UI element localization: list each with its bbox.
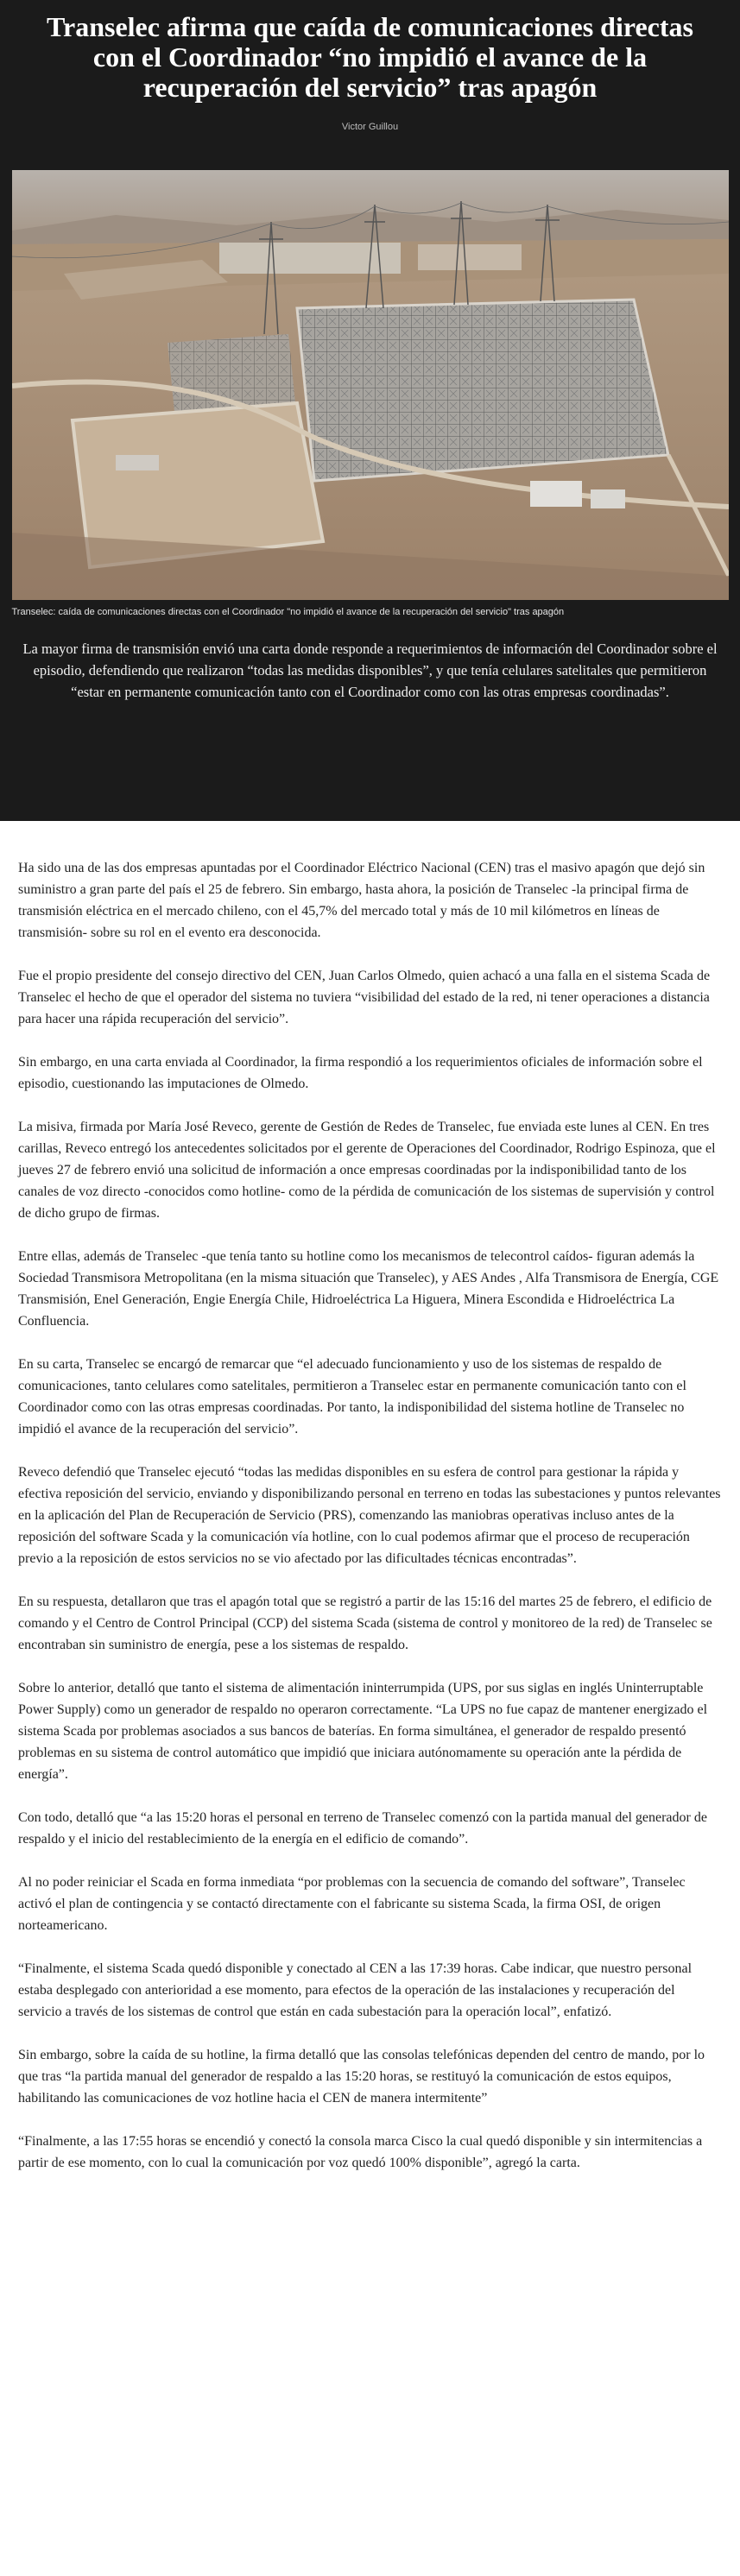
author-byline[interactable]: Victor Guillou	[341, 122, 399, 132]
article-paragraph: “Finalmente, a las 17:55 horas se encendió y conectó la consola marca Cisco la cual quedó disponible y sin intermitencias a partir de ese momento, con lo cual la comunicación por voz quedó 100% disponible”, agregó la carta.	[18, 2134, 703, 2170]
article-paragraph: Entre ellas, además de Transelec -que tenía tanto su hotline como los mecanismos de telecontrol caídos- figuran además la Sociedad Transmisora Metropolitana (en la misma situación que Transelec), y AES Andes , Alfa Transmisora de Energía, CGE Transmisión, Enel Generación, Engie Energía Chile, Hidroeléctrica La Higuera, Minera Escondida e Hidroeléctrica La Confluencia.	[18, 1249, 719, 1329]
article-headline: Transelec afirma que caída de comunicaciones directas con el Coordinador “no impidió el avance de la recuperación del servicio” tras apagón	[47, 11, 693, 103]
article-paragraph: Sin embargo, en una carta enviada al Coordinador, la firma respondió a los requerimientos oficiales de información sobre el episodio, cuestionando las imputaciones de Olmedo.	[18, 1055, 703, 1091]
photo-caption: Transelec: caída de comunicaciones directas con el Coordinador "no impidió el avance de la recuperación del servicio" tras apagón	[11, 607, 565, 617]
article-paragraph: Sobre lo anterior, detalló que tanto el sistema de alimentación ininterrumpida (UPS, por sus siglas en inglés Uninterruptable Power Supply) como un generador de respaldo no operaron correctamente. “La UPS no fue capaz de mantener energizado el sistema Scada por problemas asociados a sus bancos de baterías. En forma simultánea, el generador de respaldo presentó problemas en su sistema de control automático que impidió que iniciara autónomamente su operación ante la pérdida de energía”.	[18, 1681, 708, 1782]
article-paragraph: Reveco defendió que Transelec ejecutó “todas las medidas disponibles en su esfera de control para gestionar la rápida y efectiva reposición del servicio, enviando y disponibilizando personal en terreno en todas las subestaciones y puntos relevantes en la aplicación del Plan de Recuperación de Servicio (PRS), comenzando las maniobras operativas incluso antes de la reposición del software Scada y la comunicación vía hotline, con lo cual podemos afirmar que el proceso de recuperación previo a la reposición de estos servicios no se vio afectado por las dificultades técnicas encontradas”.	[18, 1465, 721, 1566]
article-paragraph: “Finalmente, el sistema Scada quedó disponible y conectado al CEN a las 17:39 horas. Cabe indicar, que nuestro personal estaba desplegado con anterioridad a ese momento, para efectos de la operación de las instalaciones y recuperación del servicio a través de los sistemas de control que están en cada subestación para la operación local”, enfatizó.	[18, 1961, 693, 2019]
article-photo	[12, 170, 729, 600]
article-lead: La mayor firma de transmisión envió una carta donde responde a requerimientos de información del Coordinador sobre el episodio, defendiendo que realizaron “todas las medidas disponibles”, y que tenía celulares satelitales que permitieron “estar en permanente comunicación tanto con el Coordinador como con las otras empresas coordinadas”.	[22, 641, 718, 700]
article-paragraph: Ha sido una de las dos empresas apuntadas por el Coordinador Eléctrico Nacional (CEN) tras el masivo apagón que dejó sin suministro a gran parte del país el 25 de febrero. Sin embargo, hasta ahora, la posición de Transelec -la principal firma de transmisión eléctrica en el mercado chileno, con el 45,7% del mercado total y más de 10 mil kilómetros en líneas de transmisión- sobre su rol en el evento era desconocida.	[18, 861, 705, 940]
article-body	[18, 821, 722, 2174]
article-paragraph: En su respuesta, detallaron que tras el apagón total que se registró a partir de las 15:16 del martes 25 de febrero, el edificio de comando y el Centro de Control Principal (CCP) del sistema Scada (sistema de control y monitoreo de la red) de Transelec se encontraban sin suministro de energía, pese a los sistemas de respaldo.	[18, 1594, 712, 1652]
substation-photo	[12, 170, 729, 600]
article-paragraph: Al no poder reiniciar el Scada en forma inmediata “por problemas con la secuencia de comando del software”, Transelec activó el plan de contingencia y se contactó directamente con el fabricante su sistema Scada, la firma OSI, de origen norteamericano.	[18, 1875, 686, 1933]
article-paragraph: Con todo, detalló que “a las 15:20 horas el personal en terreno de Transelec comenzó con la partida manual del generador de respaldo y el inicio del restablecimiento de la energía en el edificio de comando”.	[18, 1810, 707, 1847]
article-hero	[0, 0, 740, 821]
article-paragraph: Sin embargo, sobre la caída de su hotline, la firma detalló que las consolas telefónicas dependen del centro de mando, por lo que tras “la partida manual del generador de respaldo a las 15:20 horas, se restituyó la comunicación de estos equipos, habilitando las comunicaciones de voz hotline hacia el CEN de manera intermitente”	[18, 2048, 705, 2106]
article-paragraph: La misiva, firmada por María José Reveco, gerente de Gestión de Redes de Transelec, fue enviada este lunes al CEN. En tres carillas, Reveco entregó los antecedentes solicitados por el gerente de Operaciones del Coordinador, Rodrigo Espinoza, que el jueves 27 de febrero envió una solicitud de información a once empresas coordinadas por la indisponibilidad tanto de los canales de voz directo -conocidos como hotline- como de la pérdida de comunicación de los sistemas de supervisión y control de dicho grupo de firmas.	[18, 1120, 716, 1221]
article-paragraph: En su carta, Transelec se encargó de remarcar que “el adecuado funcionamiento y uso de los sistemas de respaldo de comunicaciones, tanto celulares como satelitales, permitieron a Transelec estar en permanente comunicación tanto con el Coordinador como con las otras empresas coordinadas. Por tanto, la indisponibilidad del sistema hotline de Transelec no impidió el avance de la recuperación del servicio”.	[18, 1357, 686, 1436]
article-paragraph: Fue el propio presidente del consejo directivo del CEN, Juan Carlos Olmedo, quien achacó a una falla en el sistema Scada de Transelec el hecho de que el operador del sistema no tuviera “visibilidad del estado de la red, ni tener operaciones a distancia para hacer una rápida recuperación del servicio”.	[18, 969, 711, 1026]
